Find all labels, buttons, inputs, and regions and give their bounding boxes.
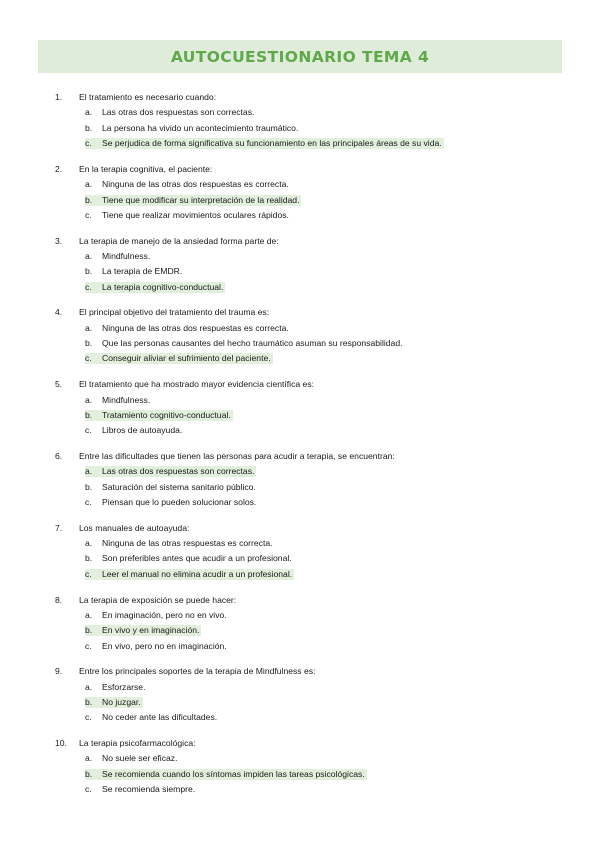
option-text: No juzgar.: [102, 696, 141, 707]
question-5: [55, 377, 565, 438]
option-text: La terapia cognitivo-conductual.: [102, 281, 224, 292]
answer-options: [55, 177, 565, 223]
question-text: El principal objetivo del tratamiento del trauma es:: [79, 307, 270, 318]
option-letter: b.: [85, 625, 100, 636]
option-letter: a.: [85, 609, 93, 620]
option-letter: a.: [85, 322, 93, 333]
question-stem: [55, 664, 565, 679]
question-3: [55, 234, 565, 295]
question-8: [55, 592, 565, 653]
answer-option-b-correct: [85, 408, 565, 423]
option-text: Tiene que modificar su interpretación de la realidad.: [102, 194, 300, 205]
question-list: [55, 90, 565, 808]
answer-options: [55, 105, 565, 151]
option-text: Leer el manual no elimina acudir a un profesional.: [102, 568, 293, 579]
question-stem: [55, 521, 565, 536]
answer-options: [55, 680, 565, 726]
answer-option-a: [85, 680, 565, 695]
option-text: Ninguna de las otras dos respuestas es correcta.: [102, 322, 289, 333]
option-text: Son preferibles antes que acudir a un profesional.: [102, 553, 292, 564]
option-text: En imaginación, pero no en vivo.: [102, 609, 227, 620]
question-9: [55, 664, 565, 725]
answer-option-c: [85, 208, 565, 223]
question-text: La terapia de manejo de la ansiedad forma parte de:: [79, 235, 279, 246]
answer-options: [55, 464, 565, 510]
answer-option-b-correct: [85, 695, 565, 710]
option-letter: a.: [85, 251, 93, 261]
option-letter: a.: [85, 466, 100, 477]
question-text: La terapia psicofarmacológica:: [79, 738, 196, 749]
answer-options: [55, 608, 565, 654]
answer-options: [55, 536, 565, 582]
option-text: Libros de autoayuda.: [102, 425, 183, 436]
option-text: En vivo y en imaginación.: [102, 625, 200, 636]
question-6: [55, 449, 565, 510]
question-text: En la terapia cognitiva, el paciente:: [79, 163, 213, 174]
question-stem: [55, 449, 565, 464]
option-letter: b.: [85, 697, 100, 708]
option-letter: a.: [85, 107, 93, 118]
question-stem: [55, 90, 565, 105]
answer-option-a: [85, 177, 565, 192]
option-letter: b.: [85, 410, 100, 421]
answer-option-c: [85, 710, 565, 725]
option-letter: c.: [85, 138, 100, 149]
title-banner: [38, 40, 562, 73]
option-letter: a.: [85, 538, 93, 549]
option-letter: c.: [85, 784, 92, 795]
answer-option-a-correct: [85, 464, 565, 479]
option-text: No suele ser eficaz.: [102, 753, 178, 764]
question-number: 9.: [55, 666, 63, 677]
answer-option-c-correct: [85, 351, 565, 366]
question-text: El tratamiento es necesario cuando:: [79, 92, 217, 103]
question-number: 1.: [55, 92, 63, 103]
question-2: [55, 162, 565, 223]
answer-option-c: [85, 638, 565, 653]
question-number: 3.: [55, 235, 63, 246]
option-text: La terapia de EMDR.: [102, 266, 183, 277]
option-letter: b.: [85, 769, 100, 780]
question-number: 4.: [55, 307, 63, 318]
question-number: 10.: [55, 738, 67, 749]
option-text: Mindfulness.: [102, 251, 151, 261]
option-letter: b.: [85, 553, 93, 564]
option-letter: c.: [85, 425, 92, 436]
answer-option-b: [85, 551, 565, 566]
question-text: Los manuales de autoayuda:: [79, 522, 190, 533]
option-text: Conseguir aliviar el sufrimiento del paciente.: [102, 353, 271, 364]
answer-options: [55, 751, 565, 797]
answer-option-c: [85, 782, 565, 797]
option-letter: b.: [85, 338, 93, 349]
option-text: Se perjudica de forma significativa su funcionamiento en las principales áreas de su vida.: [102, 138, 442, 149]
answer-option-a: [85, 105, 565, 120]
option-letter: c.: [85, 569, 100, 580]
answer-option-a: [85, 249, 565, 264]
option-letter: b.: [85, 195, 100, 206]
option-text: Esforzarse.: [102, 681, 146, 692]
option-letter: a.: [85, 753, 93, 764]
option-text: En vivo, pero no en imaginación.: [102, 640, 227, 651]
option-letter: a.: [85, 681, 93, 692]
answer-option-c: [85, 423, 565, 438]
answer-option-a: [85, 392, 565, 407]
option-letter: c.: [85, 496, 92, 507]
answer-options: [55, 392, 565, 438]
answer-option-a: [85, 608, 565, 623]
question-7: [55, 521, 565, 582]
question-text: La terapia de exposición se puede hacer:: [79, 594, 237, 605]
option-text: Tiene que realizar movimientos oculares rápidos.: [102, 209, 289, 220]
answer-option-b: [85, 264, 565, 279]
answer-options: [55, 321, 565, 367]
option-letter: b.: [85, 266, 93, 277]
question-text: Entre los principales soportes de la terapia de Mindfulness es:: [79, 666, 316, 677]
question-stem: [55, 234, 565, 249]
question-4: [55, 305, 565, 366]
question-text: El tratamiento que ha mostrado mayor evidencia científica es:: [79, 379, 315, 390]
answer-option-b: [85, 480, 565, 495]
option-text: Se recomienda siempre.: [102, 784, 196, 795]
option-text: Las otras dos respuestas son correctas.: [102, 466, 255, 477]
option-letter: b.: [85, 481, 93, 492]
answer-option-a: [85, 751, 565, 766]
answer-option-c: [85, 495, 565, 510]
question-1: [55, 90, 565, 151]
question-number: 6.: [55, 451, 63, 462]
option-text: Que las personas causantes del hecho traumático asuman su responsabilidad.: [102, 338, 403, 349]
option-text: Mindfulness.: [102, 394, 151, 405]
question-number: 8.: [55, 594, 63, 605]
question-stem: [55, 736, 565, 751]
answer-option-b: [85, 121, 565, 136]
answer-option-c-correct: [85, 136, 565, 151]
answer-option-c-correct: [85, 567, 565, 582]
option-text: Se recomienda cuando los síntomas impiden las tareas psicológicas.: [102, 768, 365, 779]
option-text: La persona ha vivido un acontecimiento traumático.: [102, 122, 299, 133]
option-text: Saturación del sistema sanitario público.: [102, 481, 256, 492]
question-text: Entre las dificultades que tienen las personas para acudir a terapia, se encuentran:: [79, 451, 395, 462]
option-letter: a.: [85, 394, 93, 405]
option-text: Ninguna de las otras dos respuestas es correcta.: [102, 179, 289, 190]
answer-option-c-correct: [85, 279, 565, 294]
option-letter: c.: [85, 353, 100, 364]
answer-option-b: [85, 336, 565, 351]
answer-options: [55, 249, 565, 295]
option-letter: c.: [85, 209, 92, 220]
question-10: [55, 736, 565, 797]
option-letter: c.: [85, 712, 92, 723]
question-stem: [55, 162, 565, 177]
answer-option-a: [85, 321, 565, 336]
option-text: No ceder ante las dificultades.: [102, 712, 218, 723]
answer-option-b-correct: [85, 623, 565, 638]
option-letter: a.: [85, 179, 93, 190]
option-letter: b.: [85, 122, 93, 133]
answer-option-b-correct: [85, 767, 565, 782]
answer-option-a: [85, 536, 565, 551]
option-text: Piensan que lo pueden solucionar solos.: [102, 496, 257, 507]
option-letter: c.: [85, 640, 92, 651]
question-number: 7.: [55, 522, 63, 533]
option-text: Las otras dos respuestas son correctas.: [102, 107, 255, 118]
option-letter: c.: [85, 282, 100, 293]
option-text: Ninguna de las otras respuestas es correcta.: [102, 538, 273, 549]
option-text: Tratamiento cognitivo-conductual.: [102, 409, 231, 420]
question-stem: [55, 377, 565, 392]
question-stem: [55, 305, 565, 320]
question-number: 2.: [55, 163, 63, 174]
answer-option-b-correct: [85, 192, 565, 207]
question-number: 5.: [55, 379, 63, 390]
page-title: AUTOCUESTIONARIO TEMA 4: [170, 47, 430, 66]
question-stem: [55, 592, 565, 607]
